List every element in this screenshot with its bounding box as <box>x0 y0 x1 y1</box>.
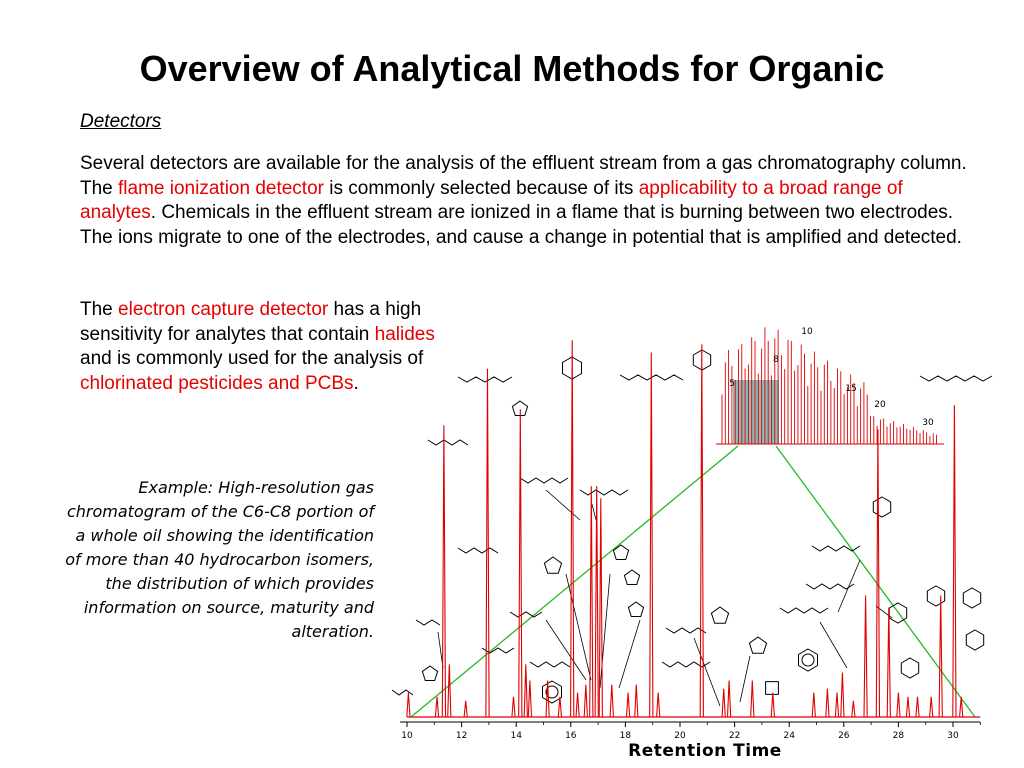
para2-text-4: . <box>353 372 359 394</box>
chromatogram-peak <box>728 681 731 718</box>
inset-carbon-marker: 30 <box>922 418 934 428</box>
x-tick-label: 14 <box>510 731 522 741</box>
chromatogram-peak <box>852 701 855 717</box>
chromatogram-peak <box>906 697 909 717</box>
structure-leader-line <box>592 504 596 520</box>
cycloalkane-structure-icon <box>624 570 639 585</box>
cycloalkane-structure-icon <box>966 630 983 650</box>
section-heading: Detectors <box>80 111 162 132</box>
chromatogram-peak <box>771 693 774 717</box>
chromatogram-peak <box>953 405 956 717</box>
x-tick-label: 12 <box>455 731 468 741</box>
chromatogram-peak <box>528 681 531 718</box>
zoom-connector-right <box>776 446 975 717</box>
chromatogram-peak <box>435 697 438 717</box>
chromatogram-peak <box>464 701 467 717</box>
inset-zoom-window <box>733 380 779 444</box>
chromatogram-peak <box>524 664 527 717</box>
cycloalkane-structure-icon <box>422 666 437 681</box>
chromatogram-peak <box>897 693 900 717</box>
alkane-structure-icon <box>920 376 992 381</box>
chromatogram-peak <box>887 608 890 717</box>
alkane-structure-icon <box>666 628 706 633</box>
chromatogram-peak <box>876 429 879 717</box>
para2-highlight-pesticides: chlorinated pesticides and PCBs <box>80 372 354 394</box>
chromatogram-peak <box>558 697 561 717</box>
chromatogram-peak <box>512 697 515 717</box>
chromatogram-peak <box>486 369 489 717</box>
alkane-structure-icon <box>416 620 440 625</box>
chromatogram-peak <box>635 685 638 717</box>
chromatogram-peak <box>610 685 613 717</box>
alkane-structure-icon <box>458 548 498 553</box>
inset-whole-oil-chromatogram <box>716 327 944 444</box>
chromatogram-peak <box>841 673 844 718</box>
slide-title: Overview of Analytical Methods for Organic <box>139 48 885 89</box>
chromatogram-peak <box>407 693 410 717</box>
chromatogram-peak <box>576 693 579 717</box>
para2-text-2: has a high sensitivity for analytes that contain <box>80 299 422 345</box>
chromatogram-peak <box>700 344 703 717</box>
structure-leader-line <box>820 622 847 668</box>
x-axis <box>400 722 980 741</box>
cycloalkane-structure-icon <box>873 497 890 517</box>
molecular-structure-icons <box>392 350 992 703</box>
structure-leader-lines <box>438 490 892 706</box>
alkane-structure-icon <box>580 490 628 495</box>
chromatogram-peak <box>930 697 933 717</box>
chromatogram-peak <box>751 681 754 718</box>
structure-leader-line <box>694 638 720 706</box>
x-tick-label: 22 <box>728 731 741 741</box>
chromatogram-peak <box>571 340 574 717</box>
para2-text-1: The <box>80 299 119 320</box>
alkane-structure-icon <box>428 440 468 445</box>
cycloalkane-structure-icon <box>799 649 818 671</box>
x-tick-label: 16 <box>565 731 577 741</box>
figure-caption: Example: High-resolution gas chromatogram of the C6-C8 portion of a whole oil showing the identification of more than 40 hydrocarbon isomers, the distribution of which provides information on source, maturity and alteration. <box>65 478 374 641</box>
chromatogram-peak <box>722 689 725 717</box>
chromatogram-peak <box>442 425 445 717</box>
cycloalkane-structure-icon <box>766 682 779 695</box>
cycloalkane-structure-icon <box>901 658 918 678</box>
alkane-structure-icon <box>392 690 413 695</box>
alkane-structure-icon <box>812 546 860 551</box>
cycloalkane-structure-icon <box>711 607 728 623</box>
x-tick-label: 28 <box>892 731 905 741</box>
alkane-structure-icon <box>530 662 570 667</box>
para2-text-3: and is commonly used for the analysis of <box>80 348 424 369</box>
structure-leader-line <box>546 620 586 680</box>
alkane-structure-icon <box>482 648 514 653</box>
cycloalkane-structure-icon <box>544 557 561 573</box>
cycloalkane-structure-icon <box>749 637 766 653</box>
chromatogram-peak <box>916 697 919 717</box>
chromatogram-peak <box>519 409 522 717</box>
structure-leader-line <box>740 656 750 702</box>
chromatogram-peak <box>627 693 630 717</box>
x-tick-label: 18 <box>619 731 632 741</box>
para1-text-1: Several detectors are available for the analysis of the effluent stream from a gas chromatography column. The <box>80 153 967 199</box>
chromatogram-peak <box>939 596 942 718</box>
para2-highlight-halides: halides <box>374 323 435 345</box>
structure-leader-line <box>566 574 591 680</box>
para1-highlight-fid: flame ionization detector <box>118 177 324 199</box>
para1-text-2: is commonly selected because of its <box>323 177 639 199</box>
chromatogram-peak <box>864 596 867 718</box>
cycloalkane-structure-icon <box>927 586 944 606</box>
x-tick-label: 26 <box>838 731 850 741</box>
chromatogram-peak <box>546 681 549 718</box>
chromatogram-peak <box>595 486 598 717</box>
cycloalkane-structure-icon <box>543 681 562 703</box>
zoom-connector-left <box>411 446 738 717</box>
zoom-connector-lines <box>411 446 975 717</box>
structure-leader-line <box>546 490 580 520</box>
alkane-structure-icon <box>806 584 854 589</box>
para1-text-3: . Chemicals in the effluent stream are ionized in a flame that is burning between two electrodes. The ions migrate to one of the electrodes, and cause a change in potential that is amplified and detected. <box>80 202 962 248</box>
inset-carbon-marker: 5 <box>729 379 735 389</box>
alkane-structure-icon <box>458 377 512 382</box>
para2-highlight-ecd: electron capture detector <box>118 299 329 320</box>
inset-carbon-marker: 15 <box>845 384 857 394</box>
x-axis-title: Retention Time <box>628 741 782 761</box>
alkane-structure-icon <box>520 478 568 483</box>
inset-carbon-marker: 10 <box>801 327 813 337</box>
inset-carbon-marker: 8 <box>773 355 779 365</box>
chromatogram-peak <box>835 693 838 717</box>
inset-carbon-marker: 20 <box>874 400 886 410</box>
chromatogram-peak <box>584 685 587 717</box>
para1-highlight-applicability: applicability to a broad range of analytes <box>80 177 903 223</box>
x-tick-label: 24 <box>783 731 795 741</box>
chromatogram-peak <box>657 693 660 717</box>
x-tick-label: 20 <box>674 731 686 741</box>
cycloalkane-structure-icon <box>628 602 643 617</box>
cycloalkane-structure-icon <box>963 588 980 608</box>
chromatogram-peak <box>590 486 593 717</box>
chromatogram-peak <box>826 689 829 717</box>
chromatogram-peak <box>448 664 451 717</box>
x-tick-label: 30 <box>947 731 959 741</box>
structure-leader-line <box>619 620 640 688</box>
aromatic-ring-icon <box>802 654 814 666</box>
chromatogram-peak <box>599 498 602 717</box>
chromatogram-peak <box>812 693 815 717</box>
chromatogram-peak <box>650 353 653 718</box>
chromatogram-trace <box>407 340 981 717</box>
x-tick-label: 10 <box>401 731 413 741</box>
alkane-structure-icon <box>780 608 828 613</box>
